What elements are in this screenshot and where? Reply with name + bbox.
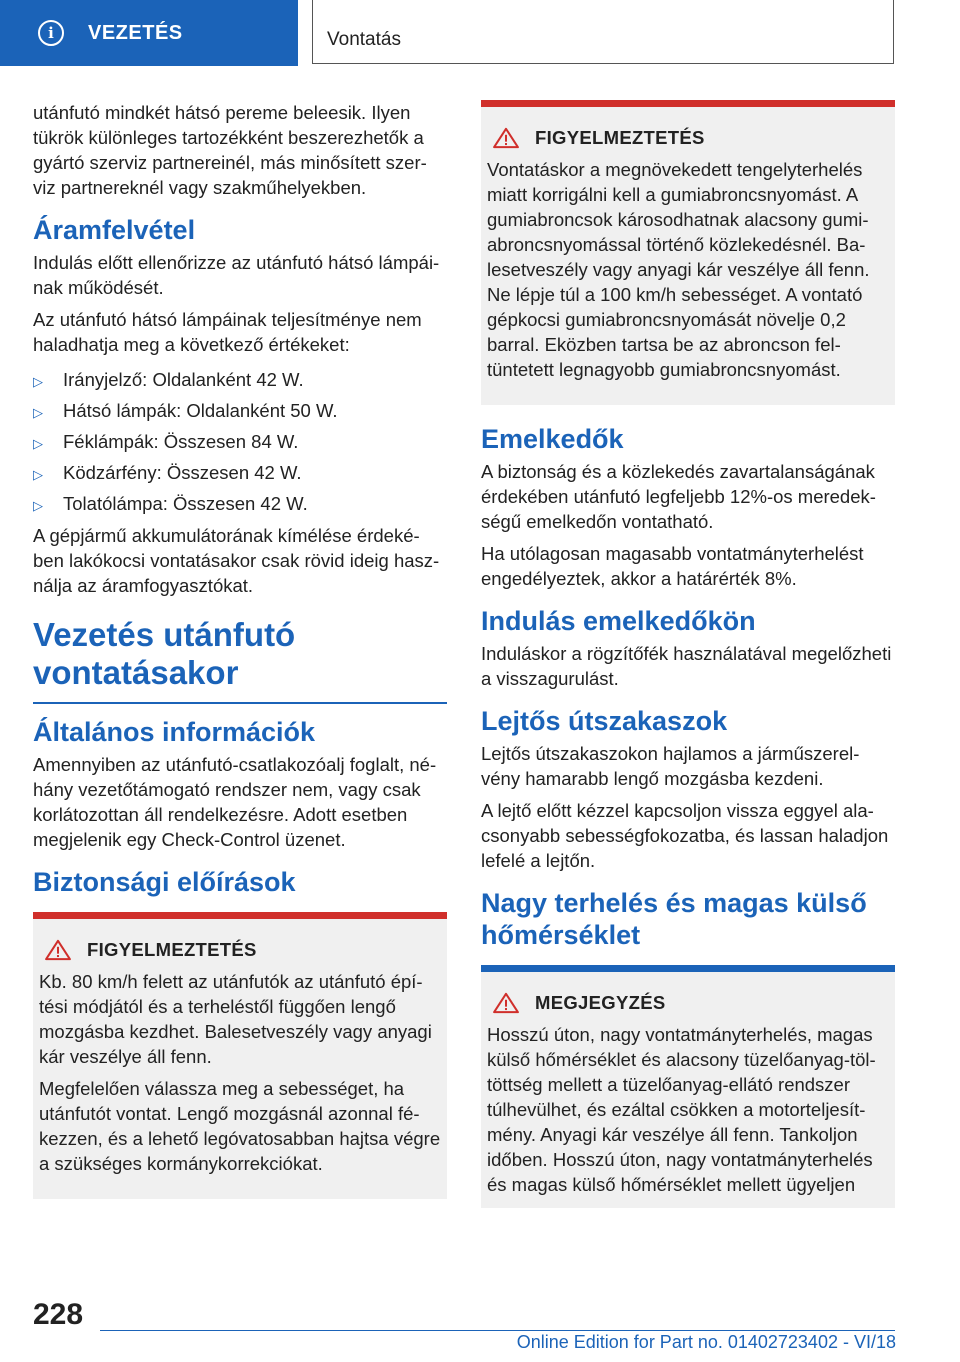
warning-paragraph-1: Vontatáskor a megnövekedett tengelyterhelés miatt korrigálni kell a gumiabroncsnyomást. A gumiabroncsok károsodhatnak alacsony gumi‐abroncsnyomással történő közlekedésnél. Ba‐lesetveszély vagy anyagi kár veszélye áll fenn. Ne lépje túl a 100 km/h sebességet. A vontató gépkocsi gumiabroncsnyomását növelje 0,2 barral. Eközben tartsa be az abroncson fel‐tüntetett legnagyobb gumiabroncsnyomást.	[487, 159, 870, 380]
list-item: ▷ Ködzárfény: Összesen 42 W.	[33, 457, 447, 488]
warning-triangle-icon	[491, 992, 521, 1014]
list-item: ▷ Irányjelző: Oldalanként 42 W.	[33, 364, 447, 395]
triangle-bullet-icon: ▷	[33, 436, 43, 451]
list-item: ▷ Hátsó lámpák: Oldalanként 50 W.	[33, 395, 447, 426]
power-paragraph-2: Az utánfutó hátsó lámpáinak teljesítménye nem haladhatja meg a következő értékeket:	[33, 309, 422, 355]
footer-edition: Online Edition for Part no. 01402723402 - VI/18	[516, 1332, 896, 1352]
warning-paragraph-2: Megfelelően válassza meg a sebességet, ha utánfutót vontat. Lengő mozgásnál azonnal fé‐kezzen, és a lehető legóvatosabban hajtsa végre a szükséges kormánykorrekciókat.	[39, 1078, 441, 1174]
triangle-bullet-icon: ▷	[33, 498, 43, 513]
heading-safety: Biztonsági előírások	[33, 867, 296, 897]
heading-general-info: Általános információk	[33, 717, 316, 747]
triangle-bullet-icon: ▷	[33, 467, 43, 482]
page-header	[0, 0, 960, 66]
heading-uphill-start: Indulás emelkedőkön	[481, 606, 756, 636]
power-paragraph-1: Indulás előtt ellenőrizze az utánfutó hátsó lámpái‐nak működését.	[33, 252, 440, 298]
heading-high-load: Nagy terhelés és magas külső hőmérséklet	[481, 888, 867, 950]
right-column	[481, 100, 895, 1218]
general-paragraph: Amennyiben az utánfutó-csatlakozóalj foglalt, né‐hány vezetőtámogató rendszer nem, vagy csak korlátozottan áll rendelkezésre. Adott esetben megjelenik egy Check-Control üzenet.	[33, 754, 437, 850]
section-title-box	[312, 0, 894, 64]
warning-title: FIGYELMEZTETÉS	[535, 127, 705, 148]
page-number: 228	[33, 1298, 84, 1331]
warning-title: FIGYELMEZTETÉS	[87, 939, 257, 960]
info-icon: i	[38, 20, 64, 46]
note-box	[481, 965, 895, 1208]
heading-downhill: Lejtős útszakaszok	[481, 706, 728, 736]
note-paragraph-1: Hosszú úton, nagy vontatmányterhelés, magas külső hőmérséklet és alacsony tüzelőanyag-töl‐töttség mellett a tüzelőanyag-ellátó rendszer túlhevülhet, és ezáltal csökken a motorteljesít‐mény. Anyagi kár veszélye áll fenn. Tankoljon időben. Hosszú úton, nagy vontatmányterhelés és magas külső hőmérséklet mellett ügyeljen	[487, 1024, 876, 1195]
warning-paragraph-1: Kb. 80 km/h felett az utánfutók az utánfutó épí‐tési módjától és a terheléstől függően lengő mozgásba kezdhet. Balesetveszély vagy anyagi kár veszélye áll fenn.	[39, 971, 432, 1067]
note-title: MEGJEGYZÉS	[535, 992, 666, 1013]
downhill-paragraph-2: A lejtő előtt kézzel kapcsoljon vissza eggyel ala‐csonyabb sebességfokozatba, és lassan haladjon lefelé a lejtőn.	[481, 800, 889, 871]
warning-box	[33, 912, 447, 1199]
chapter-tab[interactable]	[0, 0, 298, 66]
warning-triangle-icon	[43, 939, 73, 961]
slopes-paragraph-2: Ha utólagosan magasabb vontatmányterhelést engedélyeztek, akkor a határérték 8%.	[481, 543, 864, 589]
chapter-tab-label: VEZETÉS	[88, 21, 183, 44]
heading-divider	[33, 702, 447, 704]
slopes-paragraph-1: A biztonság és a közlekedés zavartalanságának érdekében utánfutó legfeljebb 12%-os meredek‐ségű emelkedőn vontatható.	[481, 461, 876, 532]
intro-paragraph: utánfutó mindkét hátsó pereme beleesik. Ilyen tükrök különleges tartozékként beszerezhetők a gyártó szerviz partnereinél, más minősített szer‐viz partnereknél vagy szakműhelyekben.	[33, 102, 427, 198]
heading-slopes: Emelkedők	[481, 424, 624, 454]
triangle-bullet-icon: ▷	[33, 374, 43, 389]
triangle-bullet-icon: ▷	[33, 405, 43, 420]
power-paragraph-3: A gépjármű akkumulátorának kímélése érdeké‐ben lakókocsi vontatásakor csak rövid ideig hasz‐nálja az áramfogyasztókat.	[33, 525, 440, 596]
downhill-paragraph-1: Lejtős útszakaszokon hajlamos a járműszerel‐vény hamarabb lengő mozgásba kezdeni.	[481, 743, 860, 789]
section-title: Vontatás	[327, 29, 401, 50]
warning-triangle-icon	[491, 127, 521, 149]
list-item: ▷ Tolatólámpa: Összesen 42 W.	[33, 488, 447, 519]
uphill-start-paragraph: Induláskor a rögzítőfék használatával megelőzheti a visszagurulást.	[481, 643, 892, 689]
left-column	[33, 100, 447, 1209]
heading-power: Áramfelvétel	[33, 215, 196, 245]
list-item: ▷ Féklámpák: Összesen 84 W.	[33, 426, 447, 457]
footer-divider	[100, 1330, 895, 1331]
heading-driving-with-trailer: Vezetés utánfutó vontatásakor	[33, 616, 296, 691]
warning-box	[481, 100, 895, 405]
power-limits-list	[33, 364, 447, 519]
